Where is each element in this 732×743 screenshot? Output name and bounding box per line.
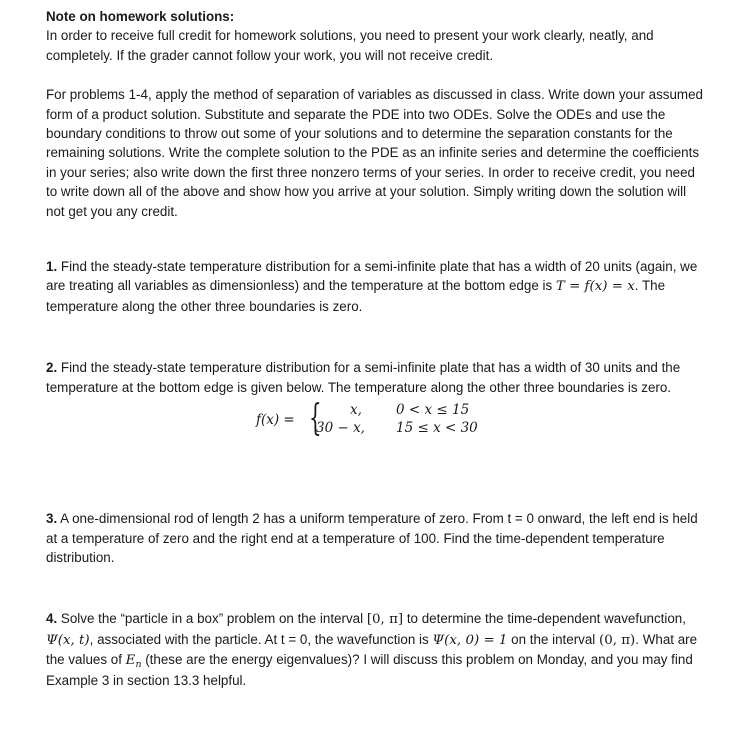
problem-4-text-e: . What are the values of bbox=[46, 631, 698, 668]
problem-4-energy-symbol: E bbox=[125, 653, 136, 669]
piecewise-function bbox=[46, 399, 706, 443]
problem-2 bbox=[46, 358, 706, 397]
problem-4-text-c: , associated with the particle. At t = 0, the wavefunction is bbox=[89, 631, 433, 647]
problem-4-text-a: Solve the “particle in a box” problem on the interval bbox=[57, 611, 367, 627]
problem-3-number: 3. bbox=[46, 511, 58, 527]
problem-4-interval-open: (0, π) bbox=[599, 632, 636, 648]
problem-4-psi-xt: Ψ(x, t) bbox=[46, 632, 90, 648]
problem-1-text-a: Find the steady-state temperature distribution for a semi-infinite plate that has a width of 20 units (again, we are treating all variables as dimensionless) and the temperature at the bottom edge is bbox=[46, 259, 698, 294]
piecewise-lhs: f(x) = bbox=[256, 412, 295, 429]
piecewise-case2-expr: 30 − x, bbox=[316, 420, 365, 437]
piecewise-case2-cond: 15 ≤ x < 30 bbox=[396, 420, 478, 437]
note-title: Note on homework solutions: bbox=[46, 9, 235, 24]
piecewise-case1-expr: x, bbox=[350, 402, 362, 419]
problem-1-formula: T = f(x) = x bbox=[555, 279, 635, 295]
problem-4-text-b: to determine the time-dependent wavefunction, bbox=[403, 611, 686, 627]
piecewise-brace-icon: { bbox=[309, 398, 322, 440]
problem-4-energy bbox=[125, 653, 142, 671]
problem-4-psi-x0: Ψ(x, 0) = 1 bbox=[432, 632, 508, 648]
problem-4 bbox=[46, 609, 706, 690]
problem-4-text-d: on the interval bbox=[507, 631, 599, 647]
instructions: For problems 1-4, apply the method of separation of variables as discussed in class. Write down your assumed form of a product solution. Substitute and separate the PDE into two ODEs. Solve the ODEs and use the boundary conditions to throw out some of your solutions and to determine the separation constants for the remaining solutions. Write the complete solution to the PDE as an infinite series and determine the coefficients in your series; also write down the first three nonzero terms of your series. In order to receive credit, you need to write down all of the above and show how you arrive at your solution. Simply writing down the solution will not get you any credit. bbox=[46, 87, 703, 219]
piecewise-case1-cond: 0 < x ≤ 15 bbox=[396, 402, 470, 419]
problem-3 bbox=[46, 509, 706, 567]
problem-2-text: Find the steady-state temperature distribution for a semi-infinite plate that has a width of 30 units and the temperature at the bottom edge is given below. The temperature along the other three boundaries is zero. bbox=[46, 360, 681, 395]
note-body: In order to receive full credit for homework solutions, you need to present your work clearly, neatly, and completely. If the grader cannot follow your work, you will not receive credit. bbox=[46, 28, 654, 63]
problem-4-text-f: (these are the energy eigenvalues)? I will discuss this problem on Monday, and you may find Example 3 in section 13.3 helpful. bbox=[46, 652, 693, 688]
problem-3-text: A one-dimensional rod of length 2 has a uniform temperature of zero. From t = 0 onward, the left end is held at a temperature of zero and the right end at a temperature of 100. Find the time-dependent temperature distribution. bbox=[46, 511, 698, 565]
problem-4-energy-sub: n bbox=[135, 659, 142, 671]
problem-1-number: 1. bbox=[46, 259, 58, 275]
problem-2-number: 2. bbox=[46, 360, 58, 376]
problem-4-number: 4. bbox=[46, 611, 58, 627]
homework-page bbox=[46, 7, 706, 690]
problem-4-interval-closed: [0, π] bbox=[366, 612, 404, 628]
problem-1-text-b: . The temperature along the other three boundaries is zero. bbox=[46, 278, 666, 314]
problem-1 bbox=[46, 257, 706, 316]
